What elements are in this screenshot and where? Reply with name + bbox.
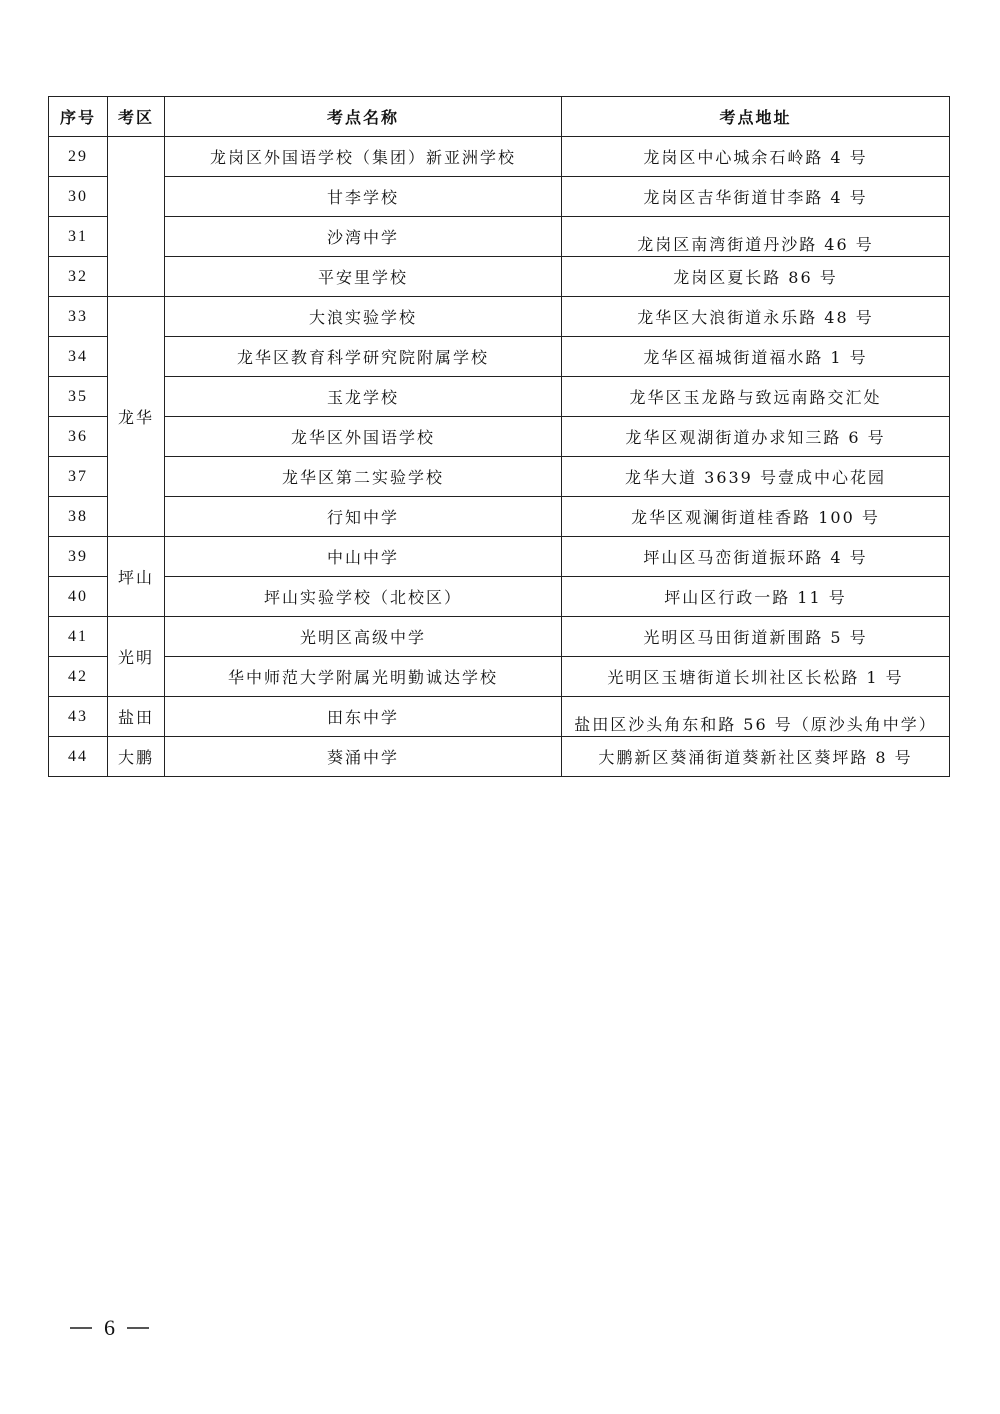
site-address: 龙岗区中心城余石岭路 4 号 (562, 137, 950, 177)
exam-sites-table (48, 96, 950, 777)
page-number-text: 6 (104, 1315, 115, 1340)
table-row (49, 457, 950, 497)
serial-number: 37 (49, 457, 108, 497)
serial-number: 34 (49, 337, 108, 377)
site-name: 龙华区教育科学研究院附属学校 (165, 337, 562, 377)
page-number (70, 1315, 149, 1341)
serial-number: 43 (49, 697, 108, 737)
district-cell: 光明 (108, 617, 165, 697)
serial-number: 30 (49, 177, 108, 217)
table-row (49, 497, 950, 537)
table-row (49, 257, 950, 297)
site-address: 坪山区行政一路 11 号 (562, 577, 950, 617)
table-row (49, 537, 950, 577)
table-row (49, 577, 950, 617)
serial-number: 42 (49, 657, 108, 697)
table-row (49, 137, 950, 177)
site-name: 华中师范大学附属光明勤诚达学校 (165, 657, 562, 697)
table-row (49, 177, 950, 217)
district-cell (108, 137, 165, 297)
header-exam-district: 考区 (108, 97, 165, 137)
dash-left (70, 1327, 92, 1329)
serial-number: 39 (49, 537, 108, 577)
site-address: 龙华区观湖街道办求知三路 6 号 (562, 417, 950, 457)
site-name: 中山中学 (165, 537, 562, 577)
site-address: 龙华大道 3639 号壹成中心花园 (562, 457, 950, 497)
site-name: 龙华区外国语学校 (165, 417, 562, 457)
site-address: 光明区马田街道新围路 5 号 (562, 617, 950, 657)
site-name: 光明区高级中学 (165, 617, 562, 657)
serial-number: 44 (49, 737, 108, 777)
site-name: 坪山实验学校（北校区） (165, 577, 562, 617)
header-serial-number: 序号 (49, 97, 108, 137)
table-header-row (49, 97, 950, 137)
site-address: 大鹏新区葵涌街道葵新社区葵坪路 8 号 (562, 737, 950, 777)
site-name: 玉龙学校 (165, 377, 562, 417)
site-address: 龙华区福城街道福水路 1 号 (562, 337, 950, 377)
serial-number: 40 (49, 577, 108, 617)
serial-number: 36 (49, 417, 108, 457)
serial-number: 33 (49, 297, 108, 337)
site-address: 龙华区玉龙路与致远南路交汇处 (562, 377, 950, 417)
dash-right (127, 1327, 149, 1329)
serial-number: 31 (49, 217, 108, 257)
serial-number: 29 (49, 137, 108, 177)
district-cell: 盐田 (108, 697, 165, 737)
site-address: 光明区玉塘街道长圳社区长松路 1 号 (562, 657, 950, 697)
site-name: 田东中学 (165, 697, 562, 737)
district-cell: 龙华 (108, 297, 165, 537)
site-name: 行知中学 (165, 497, 562, 537)
header-site-address: 考点地址 (562, 97, 950, 137)
site-address: 龙岗区吉华街道甘李路 4 号 (562, 177, 950, 217)
site-address: 盐田区沙头角东和路 56 号（原沙头角中学） (562, 697, 950, 737)
site-address: 龙华区观澜街道桂香路 100 号 (562, 497, 950, 537)
table-row (49, 617, 950, 657)
site-name: 沙湾中学 (165, 217, 562, 257)
site-address: 龙岗区南湾街道丹沙路 46 号 (562, 217, 950, 257)
serial-number: 35 (49, 377, 108, 417)
table-row (49, 657, 950, 697)
site-address: 坪山区马峦街道振环路 4 号 (562, 537, 950, 577)
site-name: 葵涌中学 (165, 737, 562, 777)
table-row (49, 417, 950, 457)
site-name: 甘李学校 (165, 177, 562, 217)
site-address: 龙华区大浪街道永乐路 48 号 (562, 297, 950, 337)
serial-number: 32 (49, 257, 108, 297)
site-address: 龙岗区夏长路 86 号 (562, 257, 950, 297)
site-name: 龙华区第二实验学校 (165, 457, 562, 497)
table-row (49, 377, 950, 417)
table-row (49, 337, 950, 377)
table-row (49, 737, 950, 777)
table-row (49, 217, 950, 257)
table-row (49, 697, 950, 737)
header-site-name: 考点名称 (165, 97, 562, 137)
table-row (49, 297, 950, 337)
serial-number: 38 (49, 497, 108, 537)
site-name: 平安里学校 (165, 257, 562, 297)
district-cell: 坪山 (108, 537, 165, 617)
district-cell: 大鹏 (108, 737, 165, 777)
site-name: 大浪实验学校 (165, 297, 562, 337)
site-name: 龙岗区外国语学校（集团）新亚洲学校 (165, 137, 562, 177)
serial-number: 41 (49, 617, 108, 657)
